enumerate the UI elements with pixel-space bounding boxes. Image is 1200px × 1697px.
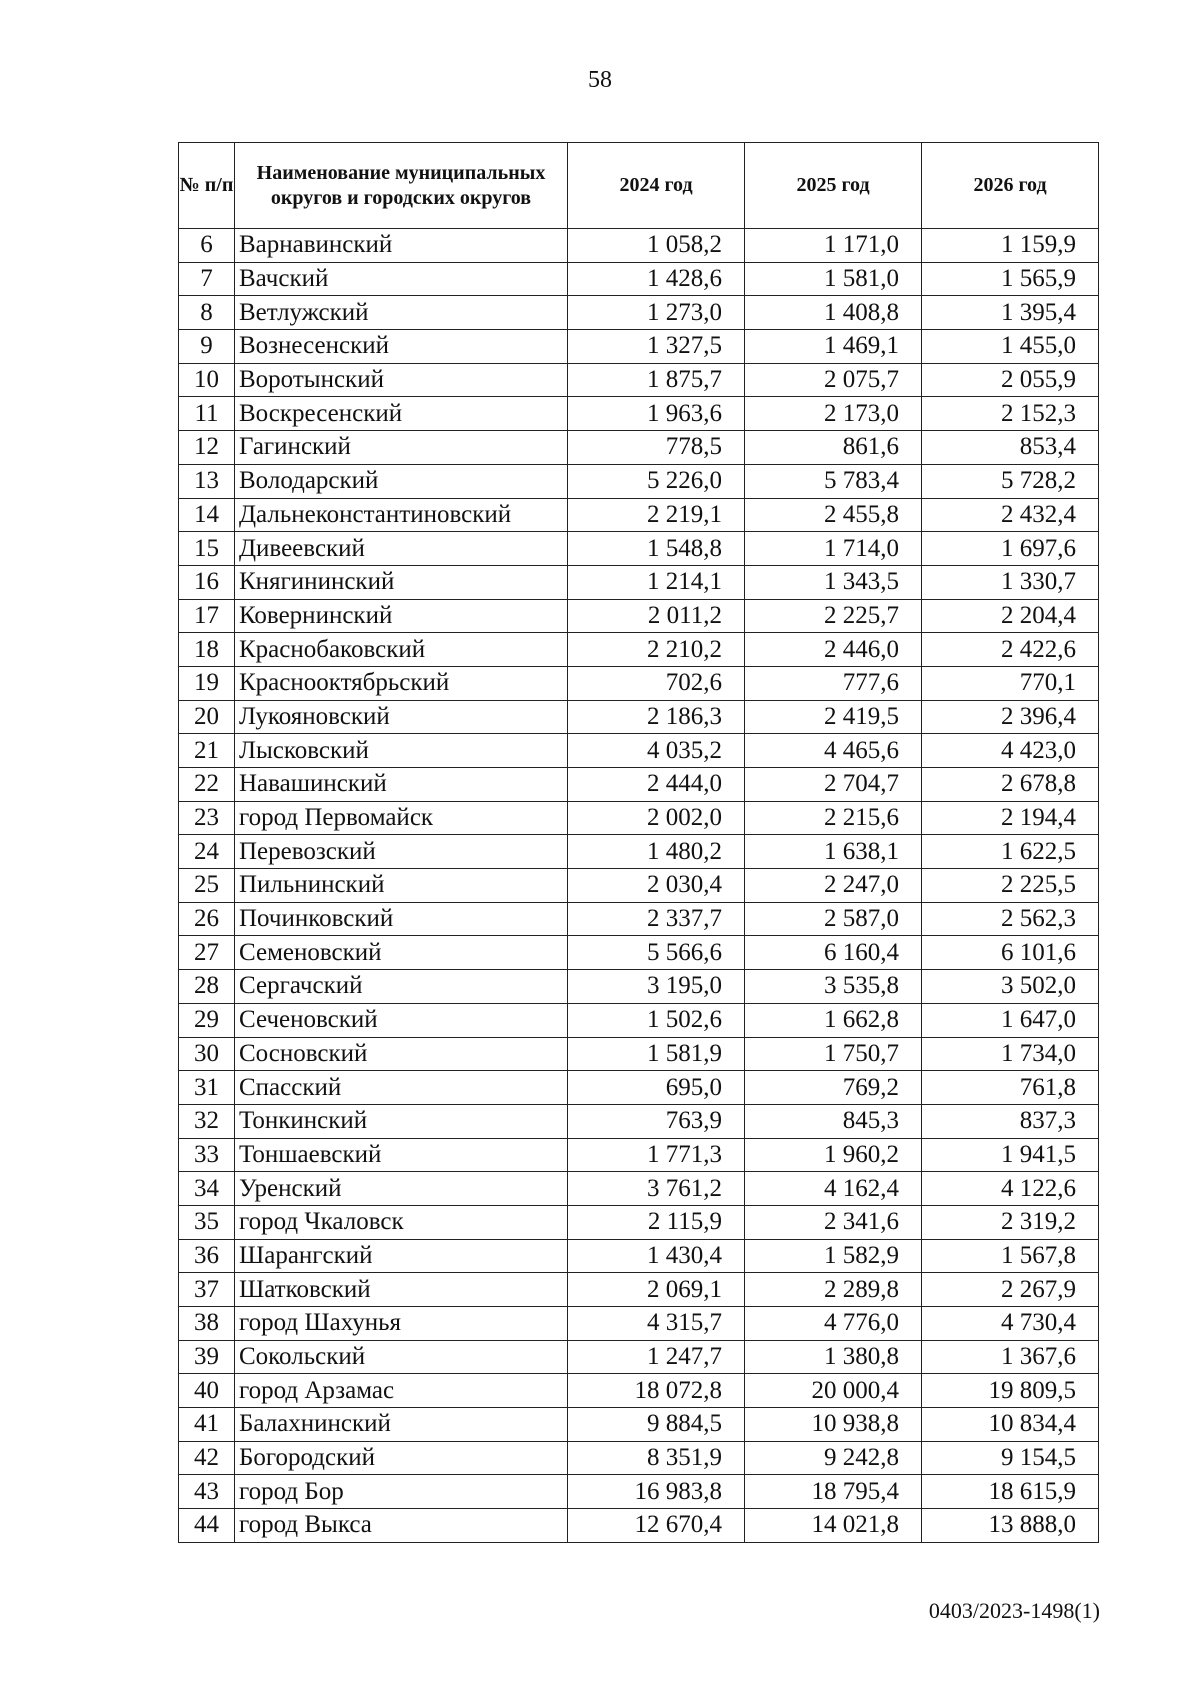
row-number: 15 (179, 532, 235, 566)
municipality-name: Тоншаевский (235, 1138, 568, 1172)
header-2025-label: 2025 год (796, 174, 870, 196)
value-2024: 9 884,5 (568, 1408, 745, 1442)
value-2025: 20 000,4 (745, 1374, 922, 1408)
table-row (179, 768, 1099, 802)
value-2024: 16 983,8 (568, 1475, 745, 1509)
value-2024: 2 337,7 (568, 902, 745, 936)
row-number: 44 (179, 1509, 235, 1543)
value-2024: 1 963,6 (568, 397, 745, 431)
value-2026: 1 734,0 (922, 1037, 1099, 1071)
table-row (179, 1374, 1099, 1408)
value-2024: 4 035,2 (568, 734, 745, 768)
value-2026: 2 267,9 (922, 1273, 1099, 1307)
municipality-name: Вознесенский (235, 330, 568, 364)
table-row (179, 1441, 1099, 1475)
row-number: 25 (179, 869, 235, 903)
header-name (235, 143, 568, 229)
table-row (179, 262, 1099, 296)
municipality-name: Гагинский (235, 431, 568, 465)
row-number: 26 (179, 902, 235, 936)
table-row (179, 700, 1099, 734)
municipality-name: Навашинский (235, 768, 568, 802)
table-header (179, 143, 1099, 229)
table-row (179, 1475, 1099, 1509)
table-row (179, 734, 1099, 768)
value-2025: 6 160,4 (745, 936, 922, 970)
value-2025: 18 795,4 (745, 1475, 922, 1509)
row-number: 43 (179, 1475, 235, 1509)
row-number: 27 (179, 936, 235, 970)
value-2024: 1 548,8 (568, 532, 745, 566)
value-2024: 1 581,9 (568, 1037, 745, 1071)
value-2024: 4 315,7 (568, 1307, 745, 1341)
row-number: 28 (179, 970, 235, 1004)
municipality-name: Шатковский (235, 1273, 568, 1307)
value-2025: 1 469,1 (745, 330, 922, 364)
value-2026: 1 697,6 (922, 532, 1099, 566)
value-2026: 1 567,8 (922, 1239, 1099, 1273)
municipality-name: город Арзамас (235, 1374, 568, 1408)
value-2026: 837,3 (922, 1104, 1099, 1138)
value-2025: 1 582,9 (745, 1239, 922, 1273)
table-row (179, 1037, 1099, 1071)
value-2026: 2 562,3 (922, 902, 1099, 936)
value-2024: 702,6 (568, 666, 745, 700)
value-2026: 4 122,6 (922, 1172, 1099, 1206)
table-row (179, 1003, 1099, 1037)
municipality-name: Спасский (235, 1071, 568, 1105)
value-2026: 853,4 (922, 431, 1099, 465)
value-2025: 2 215,6 (745, 801, 922, 835)
row-number: 39 (179, 1340, 235, 1374)
municipality-name: Ковернинский (235, 599, 568, 633)
municipality-name: Лысковский (235, 734, 568, 768)
value-2024: 1 327,5 (568, 330, 745, 364)
table-row (179, 835, 1099, 869)
value-2025: 2 289,8 (745, 1273, 922, 1307)
row-number: 21 (179, 734, 235, 768)
value-2026: 10 834,4 (922, 1408, 1099, 1442)
table-row (179, 1509, 1099, 1543)
value-2025: 845,3 (745, 1104, 922, 1138)
municipality-name: Княгининский (235, 565, 568, 599)
value-2025: 9 242,8 (745, 1441, 922, 1475)
municipality-name: Перевозский (235, 835, 568, 869)
value-2026: 1 622,5 (922, 835, 1099, 869)
header-2024-label: 2024 год (619, 174, 693, 196)
table-row (179, 296, 1099, 330)
value-2025: 2 173,0 (745, 397, 922, 431)
value-2026: 18 615,9 (922, 1475, 1099, 1509)
value-2025: 2 075,7 (745, 363, 922, 397)
row-number: 42 (179, 1441, 235, 1475)
municipality-name: город Шахунья (235, 1307, 568, 1341)
value-2024: 2 444,0 (568, 768, 745, 802)
municipality-name: Сеченовский (235, 1003, 568, 1037)
value-2026: 1 330,7 (922, 565, 1099, 599)
row-number: 23 (179, 801, 235, 835)
table-row (179, 464, 1099, 498)
municipality-name: город Выкса (235, 1509, 568, 1543)
municipality-name: Починковский (235, 902, 568, 936)
row-number: 9 (179, 330, 235, 364)
value-2025: 1 662,8 (745, 1003, 922, 1037)
value-2024: 5 566,6 (568, 936, 745, 970)
table-row (179, 397, 1099, 431)
row-number: 8 (179, 296, 235, 330)
row-number: 31 (179, 1071, 235, 1105)
value-2025: 2 455,8 (745, 498, 922, 532)
value-2026: 5 728,2 (922, 464, 1099, 498)
table-row (179, 532, 1099, 566)
municipality-name: Пильнинский (235, 869, 568, 903)
header-num (179, 143, 235, 229)
value-2024: 1 480,2 (568, 835, 745, 869)
value-2026: 9 154,5 (922, 1441, 1099, 1475)
municipality-name: Дивеевский (235, 532, 568, 566)
value-2024: 5 226,0 (568, 464, 745, 498)
value-2026: 2 225,5 (922, 869, 1099, 903)
row-number: 12 (179, 431, 235, 465)
municipality-name: Дальнеконстантиновский (235, 498, 568, 532)
value-2025: 2 341,6 (745, 1205, 922, 1239)
value-2024: 8 351,9 (568, 1441, 745, 1475)
table-row (179, 1239, 1099, 1273)
value-2024: 1 875,7 (568, 363, 745, 397)
value-2025: 2 704,7 (745, 768, 922, 802)
value-2026: 2 678,8 (922, 768, 1099, 802)
value-2024: 18 072,8 (568, 1374, 745, 1408)
row-number: 20 (179, 700, 235, 734)
value-2024: 12 670,4 (568, 1509, 745, 1543)
value-2025: 2 446,0 (745, 633, 922, 667)
value-2024: 763,9 (568, 1104, 745, 1138)
municipality-name: Краснооктябрьский (235, 666, 568, 700)
value-2026: 2 432,4 (922, 498, 1099, 532)
table-row (179, 801, 1099, 835)
header-2024 (568, 143, 745, 229)
value-2026: 2 204,4 (922, 599, 1099, 633)
header-2026 (922, 143, 1099, 229)
value-2026: 2 319,2 (922, 1205, 1099, 1239)
value-2024: 2 210,2 (568, 633, 745, 667)
allocation-table (178, 142, 1099, 1543)
value-2024: 3 761,2 (568, 1172, 745, 1206)
value-2025: 1 638,1 (745, 835, 922, 869)
header-name-label: Наименование муниципальных округов и городских округов (256, 161, 546, 209)
value-2026: 4 423,0 (922, 734, 1099, 768)
value-2026: 2 152,3 (922, 397, 1099, 431)
municipality-name: Балахнинский (235, 1408, 568, 1442)
row-number: 17 (179, 599, 235, 633)
table-row (179, 498, 1099, 532)
value-2025: 4 776,0 (745, 1307, 922, 1341)
value-2026: 1 395,4 (922, 296, 1099, 330)
value-2025: 1 581,0 (745, 262, 922, 296)
value-2024: 695,0 (568, 1071, 745, 1105)
value-2026: 1 565,9 (922, 262, 1099, 296)
table-row (179, 565, 1099, 599)
table-row (179, 1205, 1099, 1239)
value-2024: 2 069,1 (568, 1273, 745, 1307)
value-2026: 4 730,4 (922, 1307, 1099, 1341)
value-2026: 1 367,6 (922, 1340, 1099, 1374)
municipality-name: Богородский (235, 1441, 568, 1475)
table-row (179, 869, 1099, 903)
value-2024: 1 428,6 (568, 262, 745, 296)
value-2024: 778,5 (568, 431, 745, 465)
value-2024: 1 771,3 (568, 1138, 745, 1172)
value-2026: 13 888,0 (922, 1509, 1099, 1543)
value-2024: 1 214,1 (568, 565, 745, 599)
value-2025: 5 783,4 (745, 464, 922, 498)
value-2025: 2 247,0 (745, 869, 922, 903)
table-row (179, 1138, 1099, 1172)
row-number: 40 (179, 1374, 235, 1408)
value-2024: 1 247,7 (568, 1340, 745, 1374)
value-2026: 2 055,9 (922, 363, 1099, 397)
table-row (179, 1307, 1099, 1341)
header-num-label: № п/п (179, 174, 234, 196)
row-number: 10 (179, 363, 235, 397)
table-row (179, 363, 1099, 397)
value-2025: 1 960,2 (745, 1138, 922, 1172)
value-2025: 2 225,7 (745, 599, 922, 633)
value-2024: 1 502,6 (568, 1003, 745, 1037)
value-2025: 4 465,6 (745, 734, 922, 768)
value-2025: 769,2 (745, 1071, 922, 1105)
document-code: 0403/2023-1498(1) (928, 1598, 1100, 1623)
value-2024: 2 186,3 (568, 700, 745, 734)
value-2024: 1 273,0 (568, 296, 745, 330)
table-row (179, 970, 1099, 1004)
table-row (179, 1071, 1099, 1105)
table-row (179, 666, 1099, 700)
row-number: 38 (179, 1307, 235, 1341)
municipality-name: Краснобаковский (235, 633, 568, 667)
row-number: 36 (179, 1239, 235, 1273)
value-2026: 3 502,0 (922, 970, 1099, 1004)
row-number: 32 (179, 1104, 235, 1138)
row-number: 33 (179, 1138, 235, 1172)
value-2026: 1 941,5 (922, 1138, 1099, 1172)
row-number: 18 (179, 633, 235, 667)
value-2024: 2 219,1 (568, 498, 745, 532)
value-2025: 861,6 (745, 431, 922, 465)
value-2026: 2 194,4 (922, 801, 1099, 835)
row-number: 37 (179, 1273, 235, 1307)
table-row (179, 431, 1099, 465)
value-2024: 2 002,0 (568, 801, 745, 835)
value-2025: 1 714,0 (745, 532, 922, 566)
value-2025: 1 171,0 (745, 229, 922, 263)
value-2024: 3 195,0 (568, 970, 745, 1004)
table-row (179, 1172, 1099, 1206)
value-2024: 2 011,2 (568, 599, 745, 633)
row-number: 14 (179, 498, 235, 532)
municipality-name: Семеновский (235, 936, 568, 970)
value-2024: 1 430,4 (568, 1239, 745, 1273)
table-row (179, 1340, 1099, 1374)
value-2026: 2 396,4 (922, 700, 1099, 734)
table-row (179, 1408, 1099, 1442)
municipality-name: Тонкинский (235, 1104, 568, 1138)
table-row (179, 936, 1099, 970)
table-row (179, 599, 1099, 633)
table-row (179, 902, 1099, 936)
header-2025 (745, 143, 922, 229)
row-number: 11 (179, 397, 235, 431)
value-2024: 2 115,9 (568, 1205, 745, 1239)
header-2026-label: 2026 год (973, 174, 1047, 196)
municipality-name: Сергачский (235, 970, 568, 1004)
table-row (179, 1104, 1099, 1138)
value-2025: 1 408,8 (745, 296, 922, 330)
value-2025: 10 938,8 (745, 1408, 922, 1442)
row-number: 35 (179, 1205, 235, 1239)
value-2026: 1 159,9 (922, 229, 1099, 263)
municipality-name: город Первомайск (235, 801, 568, 835)
value-2025: 14 021,8 (745, 1509, 922, 1543)
value-2026: 19 809,5 (922, 1374, 1099, 1408)
row-number: 34 (179, 1172, 235, 1206)
page-number: 58 (588, 67, 612, 93)
value-2025: 3 535,8 (745, 970, 922, 1004)
value-2025: 777,6 (745, 666, 922, 700)
municipality-name: Воскресенский (235, 397, 568, 431)
municipality-name: Уренский (235, 1172, 568, 1206)
row-number: 29 (179, 1003, 235, 1037)
municipality-name: город Бор (235, 1475, 568, 1509)
row-number: 22 (179, 768, 235, 802)
value-2026: 1 647,0 (922, 1003, 1099, 1037)
row-number: 24 (179, 835, 235, 869)
value-2026: 770,1 (922, 666, 1099, 700)
municipality-name: Ветлужский (235, 296, 568, 330)
municipality-name: город Чкаловск (235, 1205, 568, 1239)
row-number: 19 (179, 666, 235, 700)
value-2024: 2 030,4 (568, 869, 745, 903)
value-2025: 4 162,4 (745, 1172, 922, 1206)
municipality-name: Вачский (235, 262, 568, 296)
municipality-name: Лукояновский (235, 700, 568, 734)
row-number: 13 (179, 464, 235, 498)
municipality-name: Сокольский (235, 1340, 568, 1374)
value-2026: 2 422,6 (922, 633, 1099, 667)
municipality-name: Воротынский (235, 363, 568, 397)
table-body (179, 229, 1099, 1543)
value-2026: 1 455,0 (922, 330, 1099, 364)
row-number: 7 (179, 262, 235, 296)
row-number: 16 (179, 565, 235, 599)
value-2025: 2 419,5 (745, 700, 922, 734)
municipality-name: Варнавинский (235, 229, 568, 263)
table-row (179, 633, 1099, 667)
header-row (179, 143, 1099, 229)
municipality-name: Сосновский (235, 1037, 568, 1071)
municipality-name: Володарский (235, 464, 568, 498)
value-2026: 761,8 (922, 1071, 1099, 1105)
value-2026: 6 101,6 (922, 936, 1099, 970)
value-2025: 1 380,8 (745, 1340, 922, 1374)
row-number: 6 (179, 229, 235, 263)
value-2025: 1 343,5 (745, 565, 922, 599)
table-row (179, 1273, 1099, 1307)
value-2025: 1 750,7 (745, 1037, 922, 1071)
value-2024: 1 058,2 (568, 229, 745, 263)
row-number: 41 (179, 1408, 235, 1442)
value-2025: 2 587,0 (745, 902, 922, 936)
row-number: 30 (179, 1037, 235, 1071)
table-row (179, 330, 1099, 364)
municipality-name: Шарангский (235, 1239, 568, 1273)
table-row (179, 229, 1099, 263)
